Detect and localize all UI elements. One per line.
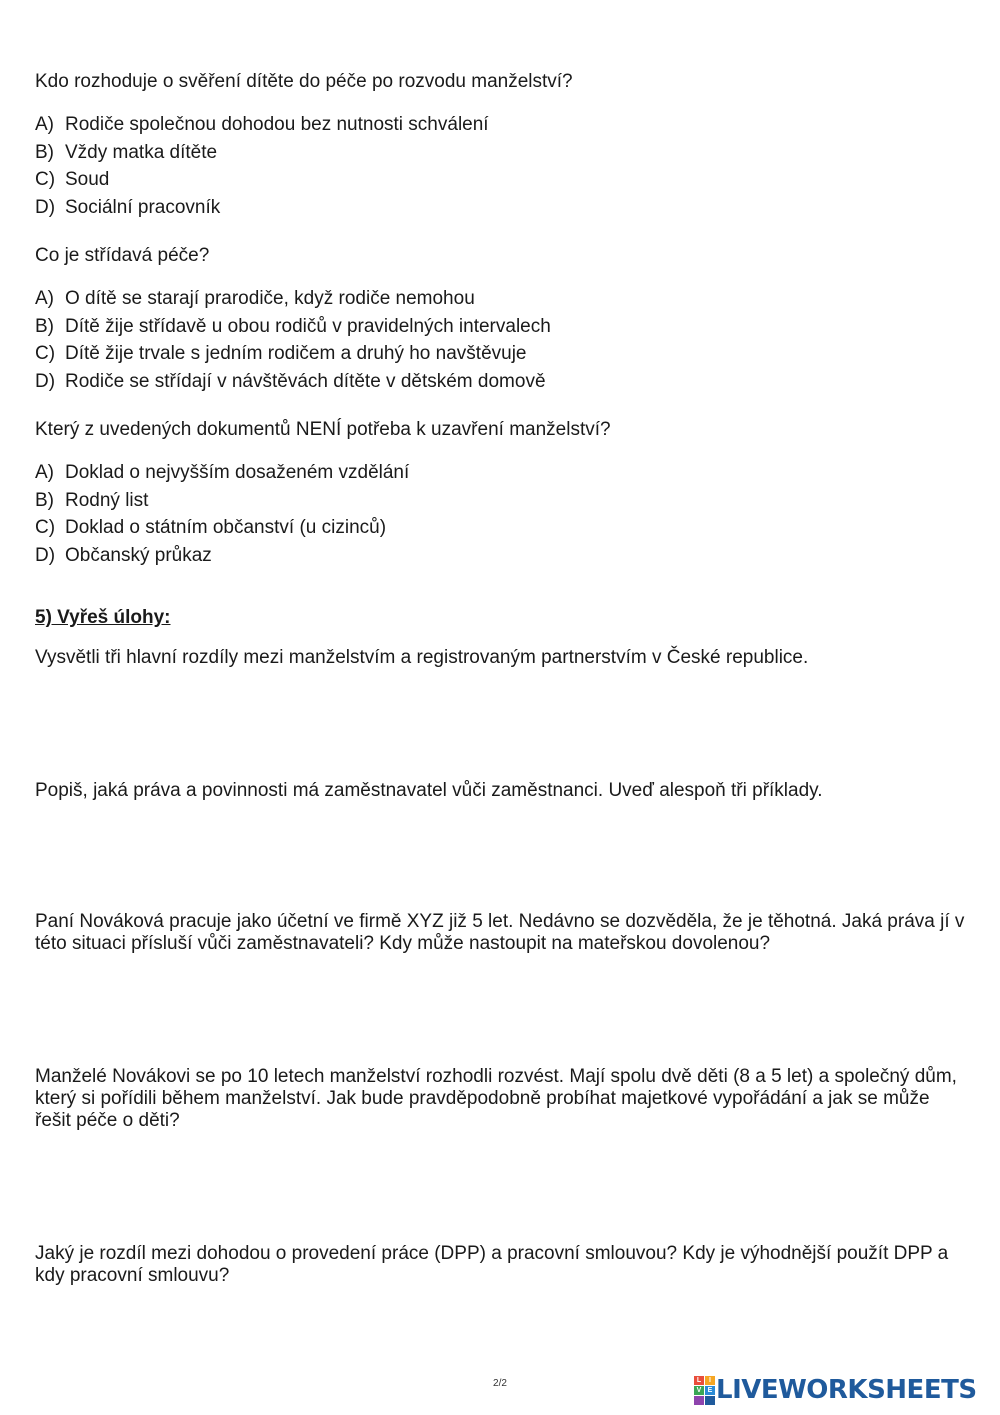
- option-2c[interactable]: C) Dítě žije trvale s jedním rodičem a druhý ho navštěvuje: [35, 343, 527, 365]
- liveworksheets-brand: LIVEWORKSHEETS: [716, 1375, 977, 1405]
- task-4: Manželé Novákovi se po 10 letech manželství rozhodli rozvést. Mají spolu dvě děti (8 a 5 let) a společný dům, který si pořídili během manželství. Jak bude pravděpodobně probíhat majetkové vypořádání a jak se může řešit péče o děti?: [35, 1066, 957, 1131]
- option-3c[interactable]: C) Doklad o státním občanství (u cizinců): [35, 517, 387, 539]
- liveworksheets-logo[interactable]: [694, 1375, 977, 1405]
- liveworksheets-logo-icon: L I V E: [694, 1376, 714, 1404]
- task-1: Vysvětli tři hlavní rozdíly mezi manželstvím a registrovaným partnerstvím v České republice.: [35, 647, 809, 668]
- task-3: Paní Nováková pracuje jako účetní ve firmě XYZ již 5 let. Nedávno se dozvěděla, že je těhotná. Jaká práva jí v této situaci přísluší vůči zaměstnavateli? Kdy může nastoupit na mateřskou dovolenou?: [35, 911, 965, 954]
- option-3d[interactable]: D) Občanský průkaz: [35, 545, 212, 567]
- task-5: Jaký je rozdíl mezi dohodou o provedení práce (DPP) a pracovní smlouvou? Kdy je výhodnější použít DPP a kdy pracovní smlouvu?: [35, 1243, 949, 1286]
- option-1b[interactable]: B) Vždy matka dítěte: [35, 141, 218, 163]
- option-1c[interactable]: C) Soud: [35, 169, 110, 191]
- question-3-options: [35, 462, 409, 573]
- question-3: Který z uvedených dokumentů NENÍ potřeba k uzavření manželství?: [35, 419, 611, 440]
- option-3a[interactable]: A) Doklad o nejvyšším dosaženém vzdělání: [35, 462, 410, 483]
- option-2d[interactable]: D) Rodiče se střídají v návštěvách dítěte v dětském domově: [35, 371, 546, 393]
- option-1d[interactable]: D) Sociální pracovník: [35, 197, 221, 219]
- option-3b[interactable]: B) Rodný list: [35, 489, 149, 511]
- option-2b[interactable]: B) Dítě žije střídavě u obou rodičů v pravidelných intervalech: [35, 315, 551, 337]
- option-2a[interactable]: A) O dítě se starají prarodiče, když rodiče nemohou: [35, 288, 475, 309]
- question-2-options: [35, 288, 551, 399]
- question-1-options: [35, 114, 489, 225]
- question-2: Co je střídavá péče?: [35, 245, 210, 266]
- option-1a[interactable]: A) Rodiče společnou dohodou bez nutnosti schválení: [35, 114, 489, 135]
- page-number: 2/2: [493, 1378, 507, 1389]
- section-heading: 5) Vyřeš úlohy:: [35, 607, 171, 628]
- task-2: Popiš, jaká práva a povinnosti má zaměstnavatel vůči zaměstnanci. Uveď alespoň tři příklady.: [35, 780, 823, 801]
- question-1: Kdo rozhoduje o svěření dítěte do péče po rozvodu manželství?: [35, 71, 573, 92]
